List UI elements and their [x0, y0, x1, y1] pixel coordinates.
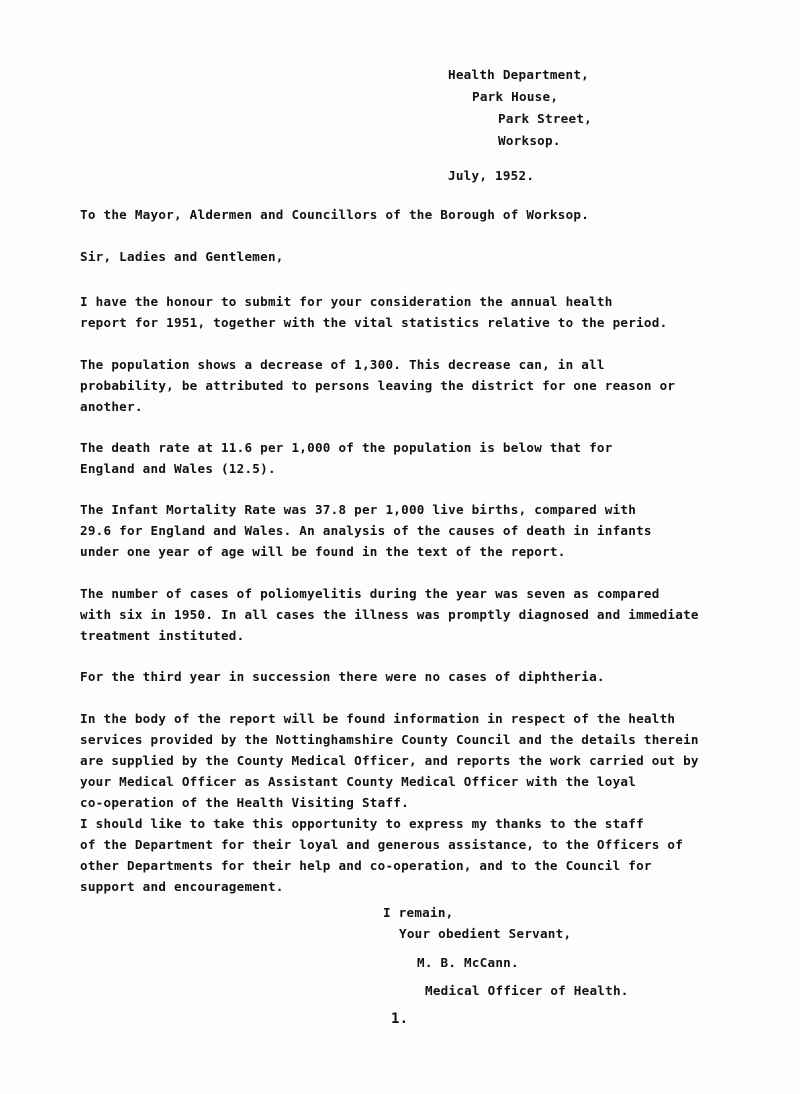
address-line-2: Park House,	[472, 89, 559, 104]
address-line-4: Worksop.	[498, 133, 561, 148]
paragraph-poliomyelitis: The number of cases of poliomyelitis during the year was seven as compared with six in 1950. In all cases the illness was promptly diagnosed and immediate treatment instituted.	[80, 586, 699, 643]
signature-title: Medical Officer of Health.	[425, 983, 629, 998]
salutation: Sir, Ladies and Gentlemen,	[80, 249, 284, 264]
paragraph-infant-mortality: The Infant Mortality Rate was 37.8 per 1,000 live births, compared with 29.6 for England and Wales. An analysis of the causes of death in infants under one year of age will be found in the text of the report.	[80, 502, 652, 559]
paragraph-death-rate: The death rate at 11.6 per 1,000 of the population is below that for England and Wales (12.5).	[80, 440, 613, 476]
page-number: 1.	[391, 1011, 409, 1027]
closing-obedient-servant: Your obedient Servant,	[399, 926, 572, 941]
address-line-3: Park Street,	[498, 111, 592, 126]
paragraph-report-submission: I have the honour to submit for your consideration the annual health report for 1951, together with the vital statistics relative to the period.	[80, 294, 668, 330]
paragraph-thanks: I should like to take this opportunity to express my thanks to the staff of the Department for their loyal and generous assistance, to the Officers of other Departments for their help and co-operation, and to the Council for support and encouragement.	[80, 816, 684, 894]
letterhead-address	[448, 64, 592, 152]
paragraph-health-services: In the body of the report will be found information in respect of the health services provided by the Nottinghamshire County Council and the details therein are supplied by the County Medical Officer, and reports the work carried out by your Medical Officer as Assistant County Medical Officer with the loyal co-operation of the Health Visiting Staff.	[80, 711, 699, 810]
address-line-1: Health Department,	[448, 67, 589, 82]
paragraph-population: The population shows a decrease of 1,300. This decrease can, in all probability, be attributed to persons leaving the district for one reason or another.	[80, 357, 676, 414]
signature-name: M. B. McCann.	[417, 955, 519, 970]
closing-block	[383, 902, 629, 1001]
closing-remain: I remain,	[383, 905, 454, 920]
letter-date: July, 1952.	[448, 168, 535, 183]
paragraph-diphtheria: For the third year in succession there were no cases of diphtheria.	[80, 669, 605, 684]
addressee: To the Mayor, Aldermen and Councillors of the Borough of Worksop.	[80, 207, 590, 222]
